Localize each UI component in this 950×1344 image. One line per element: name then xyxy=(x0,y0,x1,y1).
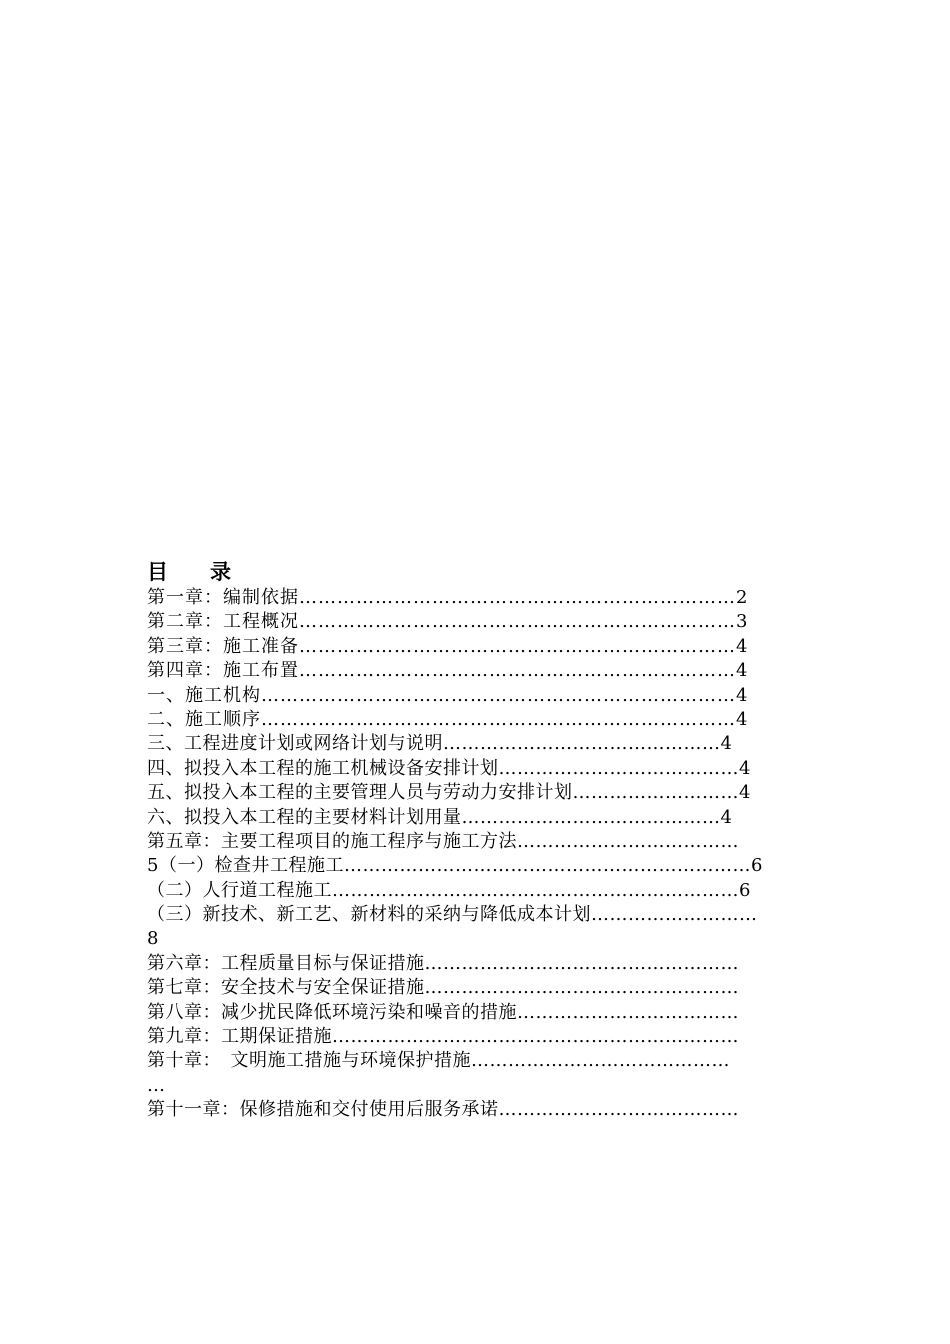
toc-entry-section-1: 一、施工机构…………………………………………………………………4 xyxy=(147,684,749,706)
toc-entry-section-3: 三、工程进度计划或网络计划与说明………………………………………4 xyxy=(147,733,733,755)
toc-entry-chapter-1: 第一章：编制依据……………………………………………………………2 xyxy=(147,587,749,608)
toc-entry-chapter-7: 第七章：安全技术与安全保证措施…………………………………………… xyxy=(147,977,739,999)
toc-title: 目 录 xyxy=(147,559,231,584)
toc-entry-subsection-2: （二）人行道工程施工…………………………………………………………6 xyxy=(147,879,751,901)
toc-entry-section-6: 六、拟投入本工程的主要材料计划用量……………………………………4 xyxy=(147,806,733,828)
toc-entry-subsection-3: （三）新技术、新工艺、新材料的采纳与降低成本计划……………………… xyxy=(147,904,758,926)
toc-entry-section-2: 二、施工顺序…………………………………………………………………4 xyxy=(147,708,749,730)
toc-entry-chapter-8: 第八章：减少扰民降低环境污染和噪音的措施……………………………… xyxy=(147,1001,739,1023)
toc-entry-subsection-1: 5（一）检查井工程施工…………………………………………………………6 xyxy=(147,855,763,877)
toc-entry-section-5: 五、拟投入本工程的主要管理人员与劳动力安排计划………………………4 xyxy=(147,782,751,804)
toc-entry-chapter-6: 第六章：工程质量目标与保证措施…………………………………………… xyxy=(147,952,739,974)
table-of-contents xyxy=(147,558,862,1123)
toc-entry-chapter-5: 第五章：主要工程项目的施工程序与施工方法……………………………… xyxy=(147,830,739,852)
toc-entry-chapter-9: 第九章：工期保证措施………………………………………………………… xyxy=(147,1026,739,1048)
toc-entry-chapter-11: 第十一章：保修措施和交付使用后服务承诺………………………………… xyxy=(147,1099,739,1121)
toc-entry-page-number: 8 xyxy=(147,928,160,950)
toc-entry-chapter-3: 第三章：施工准备……………………………………………………………4 xyxy=(147,635,749,657)
toc-entry-chapter-2: 第二章：工程概况……………………………………………………………3 xyxy=(147,611,749,633)
toc-entry-section-4: 四、拟投入本工程的施工机械设备安排计划…………………………………4 xyxy=(147,757,751,779)
toc-entry-chapter-10: 第十章： 文明施工措施与环境保护措施…………………………………… xyxy=(147,1050,730,1072)
toc-entry-continuation: … xyxy=(147,1074,166,1096)
toc-entry-chapter-4: 第四章：施工布置……………………………………………………………4 xyxy=(147,660,749,682)
